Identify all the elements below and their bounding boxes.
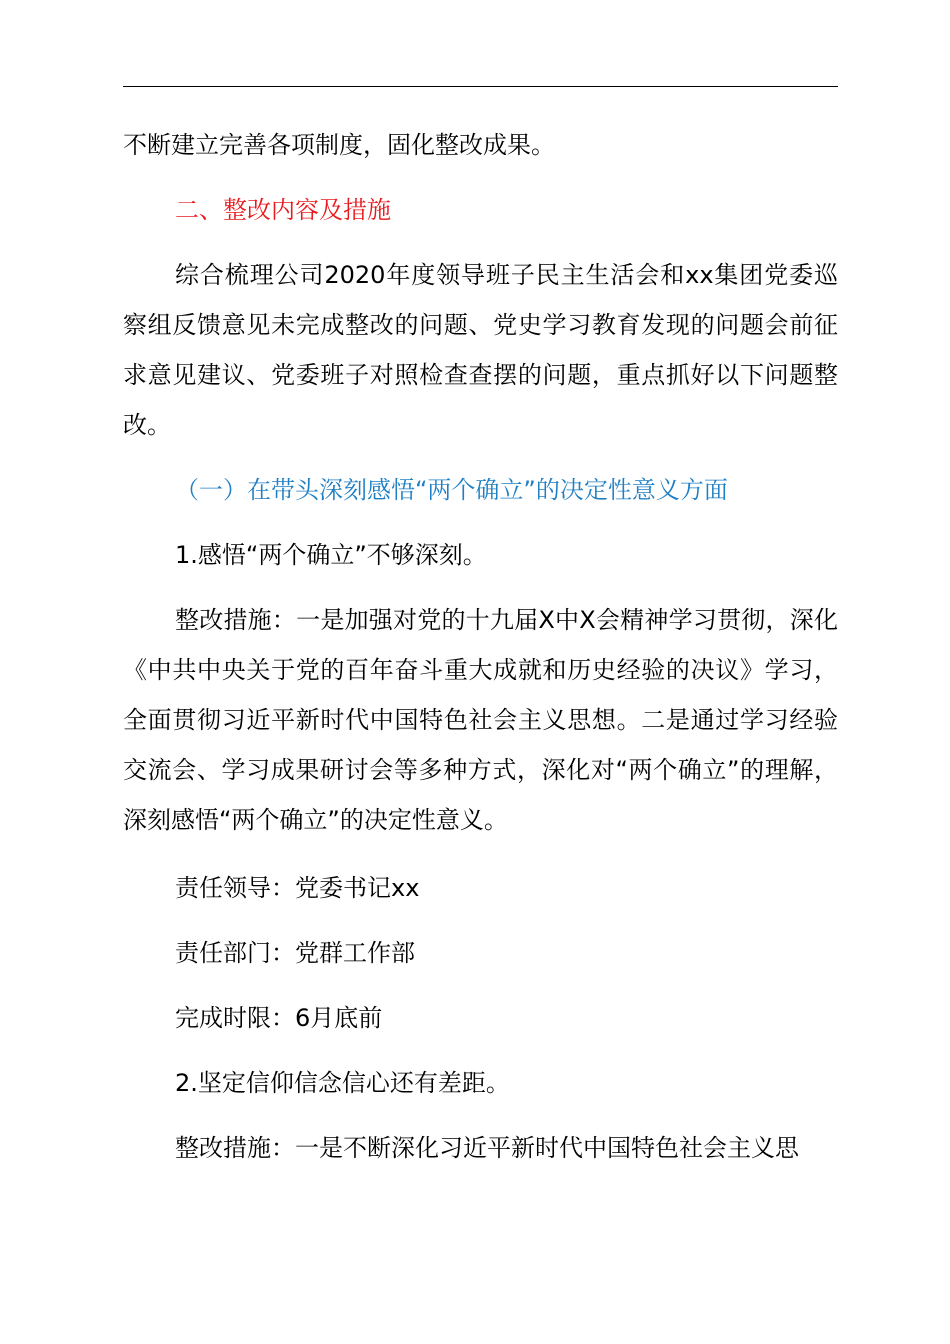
header-rule xyxy=(123,86,838,87)
responsible-leader: 责任领导：党委书记xx xyxy=(175,874,420,902)
measure-paragraph-1: 整改措施：一是加强对党的十九届X中X会精神学习贯彻，深化《中共中央关于党的百年奋斗重大成就和历史经验的决议》学习，全面贯彻习近平新时代中国特色社会主义思想。二是通过学习经验交流会、学习成果研讨会等多种方式，深化对“两个确立”的理解，深刻感悟“两个确立”的决定性意义。 xyxy=(123,606,838,834)
measure-paragraph-2: 整改措施：一是不断深化习近平新时代中国特色社会主义思 xyxy=(175,1134,799,1162)
paragraph-overview: 综合梳理公司2020年度领导班子民主生活会和xx集团党委巡察组反馈意见未完成整改的问题、党史学习教育发现的问题会前征求意见建议、党委班子对照检查查摆的问题，重点抓好以下问题整改。 xyxy=(123,261,838,439)
completion-deadline: 完成时限：6月底前 xyxy=(175,1004,383,1032)
section-heading: 二、整改内容及措施 xyxy=(175,196,391,224)
subsection-heading: （一）在带头深刻感悟“两个确立”的决定性意义方面 xyxy=(175,476,728,504)
document-body xyxy=(123,120,838,1173)
issue-item-2: 2.坚定信仰信念信心还有差距。 xyxy=(175,1069,510,1097)
paragraph-continuation: 不断建立完善各项制度，固化整改成果。 xyxy=(123,131,555,159)
issue-item-1: 1.感悟“两个确立”不够深刻。 xyxy=(175,541,487,569)
responsible-department: 责任部门：党群工作部 xyxy=(175,939,415,967)
